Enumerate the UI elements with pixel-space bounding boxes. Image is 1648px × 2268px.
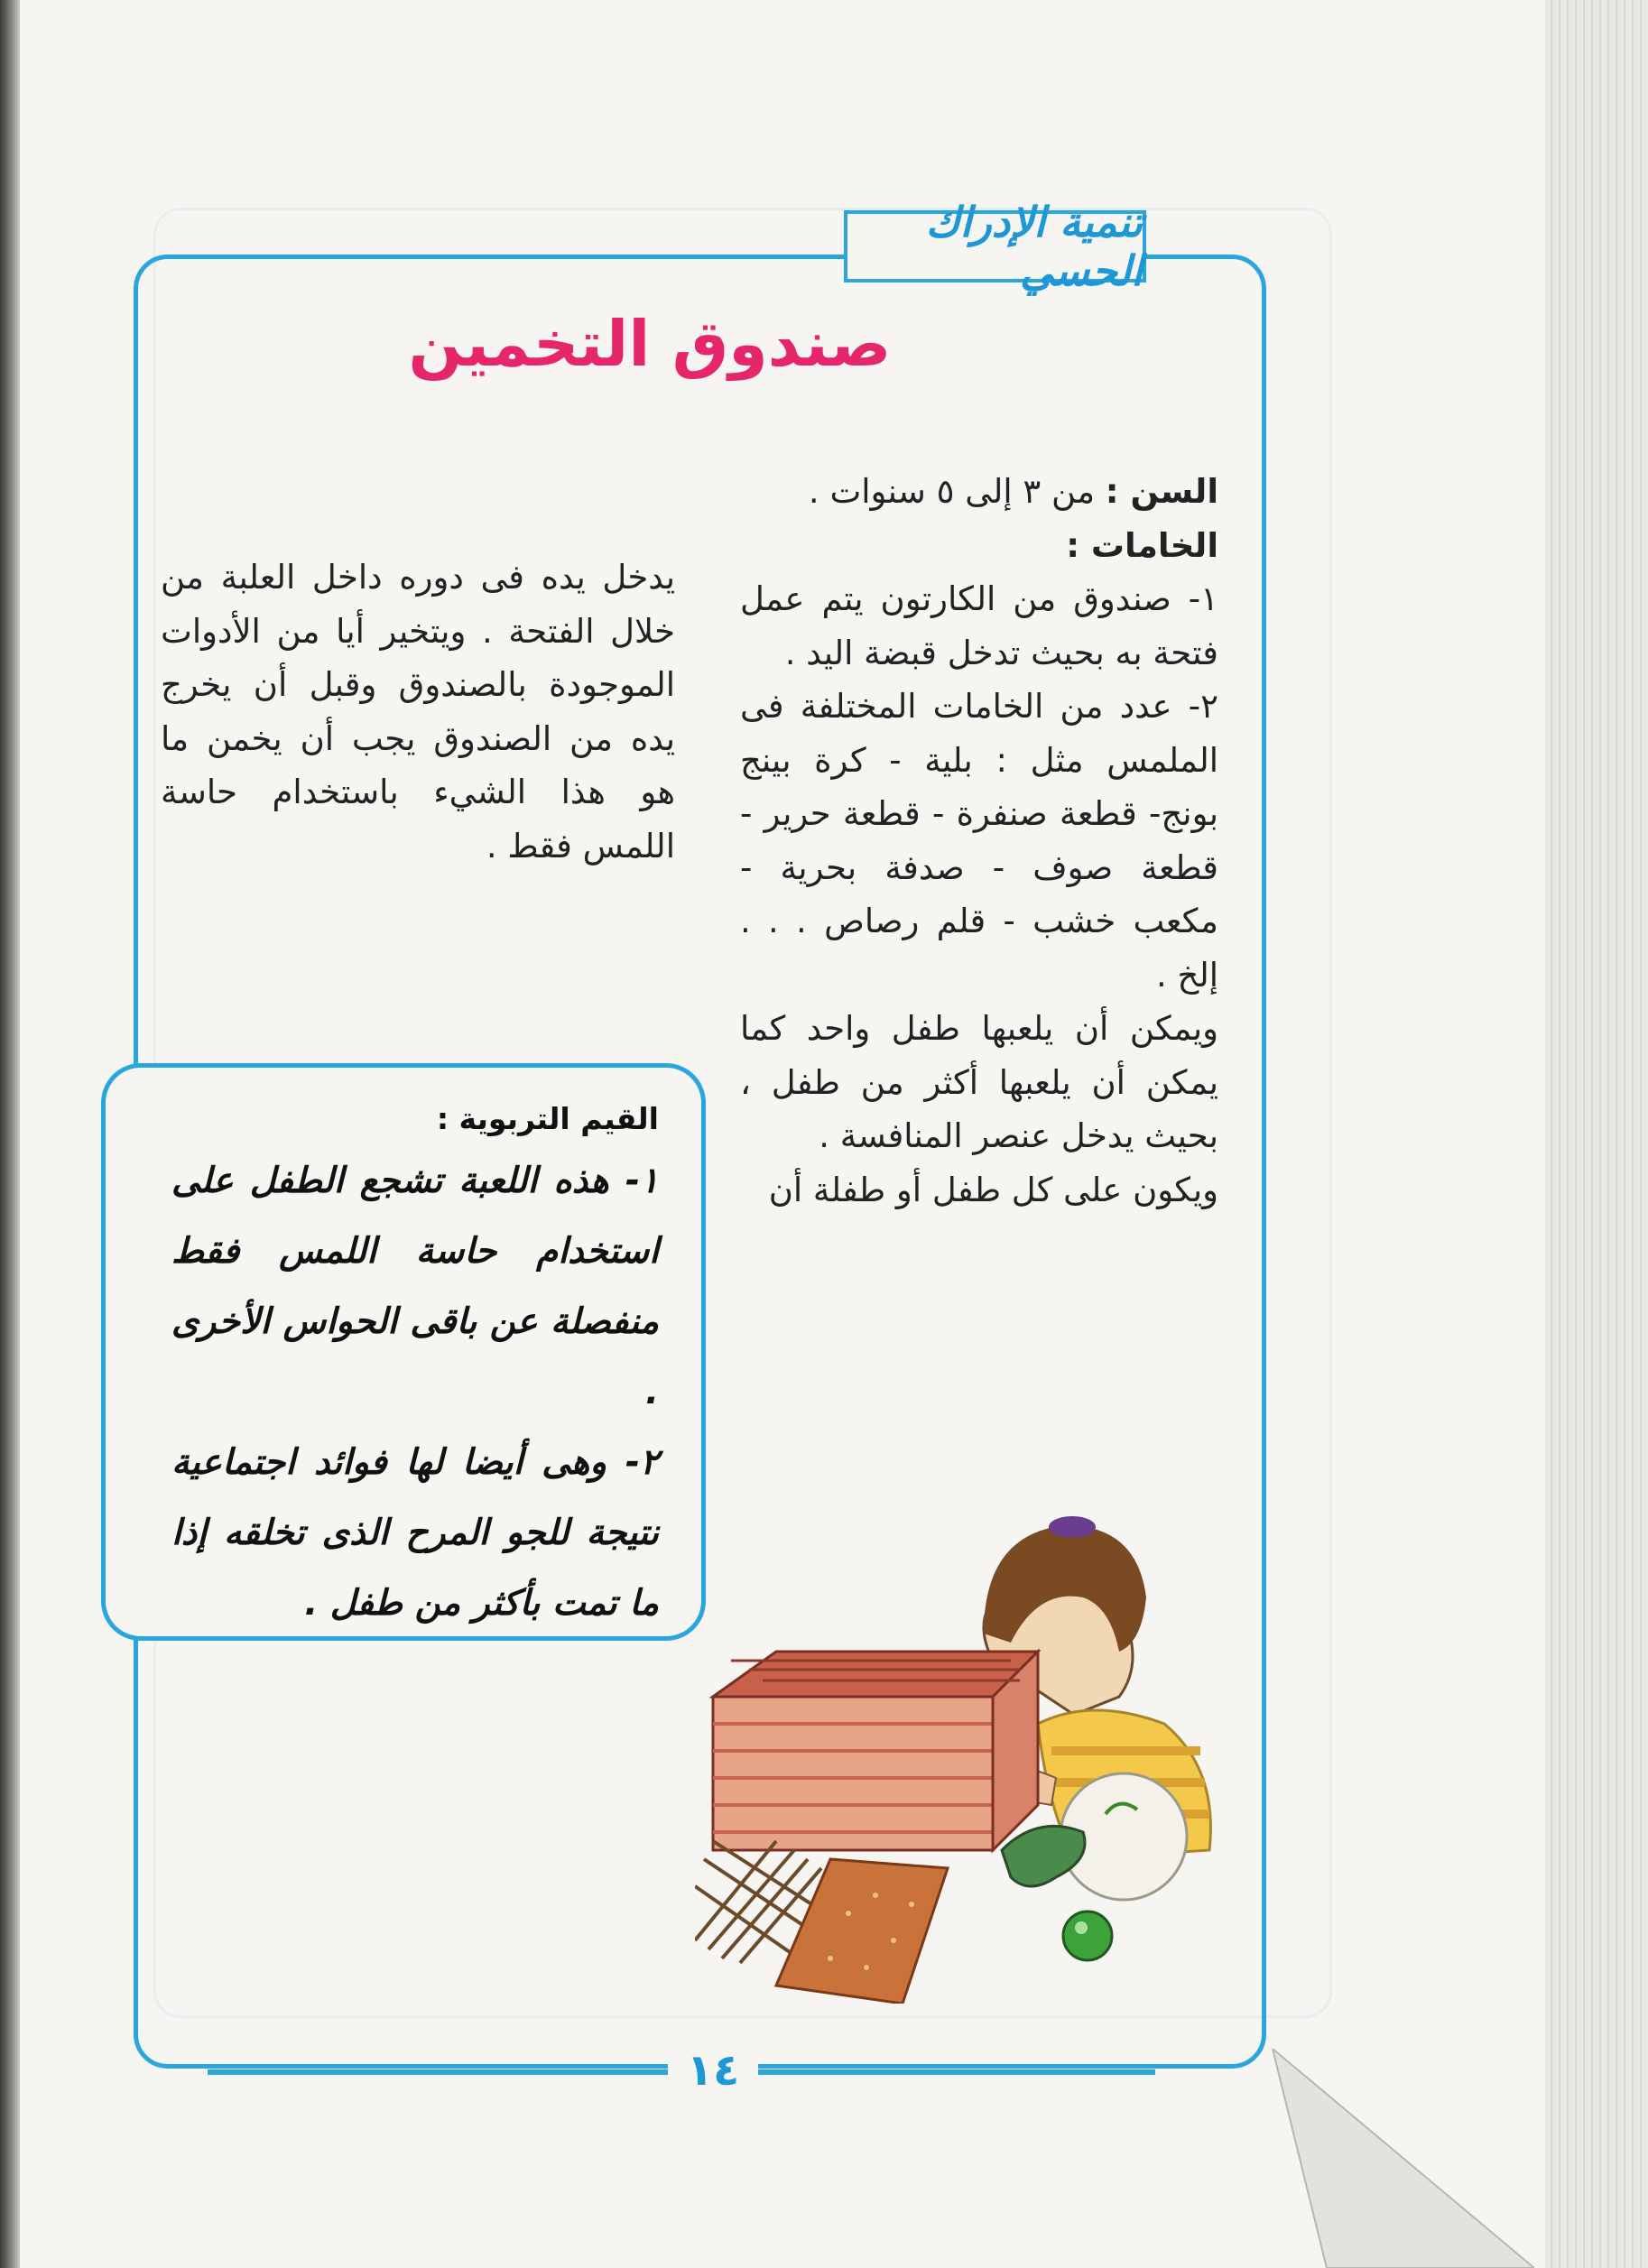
rules-paragraph: ويكون على كل طفل أو طفلة أن <box>768 1170 1218 1209</box>
materials-item-2: ٢- عدد من الخامات المختلفة فى الملمس مثل : بلية - كرة بينج بونج- قطعة صنفرة - قطعة حرير - قطعة صوف - صدفة بحرية - مكعب خشب - قلم رصاص . . . إلخ . <box>740 687 1218 995</box>
values-heading: القيم التربوية : <box>436 1101 659 1136</box>
values-item-2: ٢- وهى أيضا لها فوائد اجتماعية نتيجة للجو المرح الذى تخلقه إذا ما تمت بأكثر من طفل . <box>171 1442 659 1624</box>
page-title: صندوق التخمين <box>408 307 892 381</box>
page-edges <box>1545 0 1648 2268</box>
values-item-1: ١- هذه اللعبة تشجع الطفل على استخدام حاسة اللمس فقط منفصلة عن باقى الحواس الأخرى . <box>171 1161 659 1412</box>
materials-label: الخامات : <box>1066 525 1218 565</box>
section-tag <box>844 198 1146 295</box>
right-column <box>740 465 1218 1217</box>
materials-item-1: ١- صندوق من الكارتون يتم عمل فتحة به بحيث تدخل قبضة اليد . <box>740 579 1218 672</box>
page-number: ١٤ <box>668 2045 758 2096</box>
age-line <box>740 465 1218 519</box>
wooden-box <box>713 1652 1038 1850</box>
players-paragraph: ويمكن أن يلعبها طفل واحد كما يمكن أن يلعبها أكثر من طفل ، بحيث يدخل عنصر المنافسة . <box>740 1009 1218 1155</box>
age-value: من ٣ إلى ٥ سنوات . <box>808 472 1096 511</box>
page-number-rule-left <box>208 2069 668 2075</box>
left-column <box>161 551 675 873</box>
rules-continuation: يدخل يده فى دوره داخل العلبة من خلال الفتحة . ويتخير أيا من الأدوات الموجودة بالصندوق وقبل أن يخرج يده من الصندوق يجب أن يخمن ما هو هذا الشيء باستخدام حاسة اللمس فقط . <box>161 558 675 866</box>
educational-values-text <box>171 1092 659 1639</box>
section-tag-label: تنمية الإدراك الحسي <box>925 198 1143 295</box>
folded-corner <box>1264 2049 1534 2268</box>
page-number-rule-right <box>758 2069 1155 2075</box>
age-label: السن : <box>1105 472 1218 511</box>
child-with-guessing-box-illustration <box>695 1426 1282 2004</box>
scan-edge-shadow <box>0 0 20 2268</box>
